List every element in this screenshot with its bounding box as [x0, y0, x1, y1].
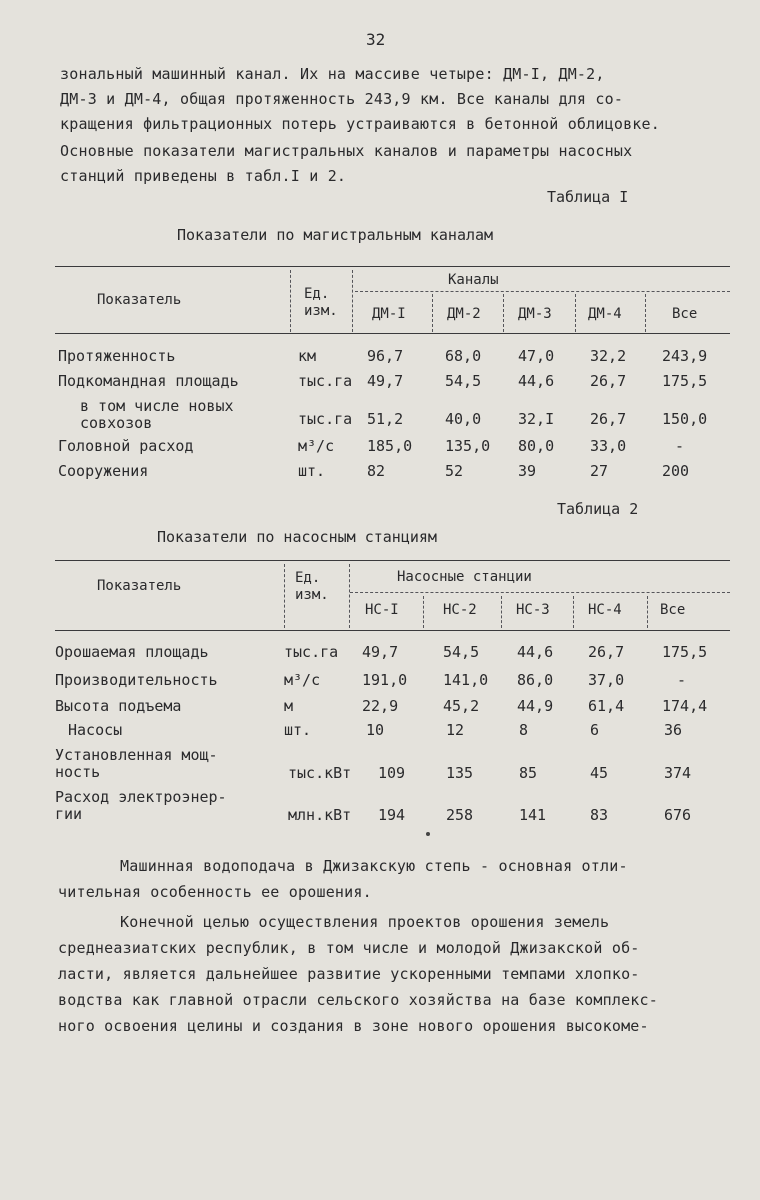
table1-group-header: Каналы	[448, 272, 499, 288]
table1-divider	[575, 294, 576, 332]
text-line: зональный машинный канал. Их на массиве четыре: ДМ-I, ДМ-2,	[60, 65, 605, 83]
row-value: 44,9	[517, 697, 554, 715]
table2-title: Показатели по насосным станциям	[157, 528, 437, 546]
row-value: 135,0	[445, 437, 491, 455]
row-value: 45	[590, 764, 609, 782]
row-name	[80, 398, 234, 432]
row-value: 175,5	[662, 643, 708, 661]
table1-divider	[290, 270, 291, 332]
row-value: 47,0	[518, 347, 555, 365]
row-value: 37,0	[588, 671, 625, 689]
table1-title: Показатели по магистральным каналам	[177, 226, 494, 244]
row-value: 52	[445, 462, 464, 480]
row-value: 32,2	[590, 347, 627, 365]
row-value: 185,0	[367, 437, 413, 455]
row-unit: км	[298, 347, 317, 365]
row-value: 33,0	[590, 437, 627, 455]
row-value: 26,7	[588, 643, 625, 661]
table2-col-unit	[295, 570, 329, 604]
unit-header-line: изм.	[295, 587, 329, 603]
row-value: 51,2	[367, 410, 404, 428]
table2-label: Таблица 2	[557, 500, 639, 518]
table2-group-rule	[350, 592, 730, 593]
row-value: 68,0	[445, 347, 482, 365]
row-unit: тыс.га	[298, 410, 353, 428]
row-value: 200	[662, 462, 690, 480]
row-name: Протяженность	[58, 347, 176, 365]
row-name-line: совхозов	[80, 414, 153, 432]
row-value: 22,9	[362, 697, 399, 715]
row-name-line: Установленная мощ-	[55, 746, 218, 764]
text-line: среднеазиатских республик, в том числе и молодой Джизакской об-	[58, 939, 640, 957]
table1-col-unit	[304, 286, 338, 320]
row-value: 86,0	[517, 671, 554, 689]
row-value: 258	[446, 806, 474, 824]
row-value: -	[677, 671, 687, 689]
row-value: 49,7	[362, 643, 399, 661]
table1-divider	[503, 294, 504, 332]
row-unit: м	[284, 697, 294, 715]
row-value: 44,6	[517, 643, 554, 661]
row-value: 191,0	[362, 671, 408, 689]
table2-divider	[647, 596, 648, 628]
row-value: 26,7	[590, 372, 627, 390]
row-value: 676	[664, 806, 692, 824]
row-unit: млн.кВт	[288, 806, 352, 824]
page-number: 32	[366, 30, 386, 49]
ink-dot	[426, 832, 430, 836]
table2-col-header: НС-2	[443, 602, 477, 618]
row-name-line: гии	[55, 805, 83, 823]
row-value: 174,4	[662, 697, 708, 715]
row-name: Высота подъема	[55, 697, 182, 715]
row-name-line: ность	[55, 763, 101, 781]
row-unit: м³/с	[298, 437, 335, 455]
row-value: 8	[519, 721, 529, 739]
text-line: Машинная водоподача в Джизакскую степь - основная отли-	[120, 857, 628, 875]
row-value: 36	[664, 721, 683, 739]
table2-group-header: Насосные станции	[397, 569, 532, 585]
text-line: ного освоения целины и создания в зоне нового орошения высокоме-	[58, 1017, 649, 1035]
table1-divider	[352, 270, 353, 332]
row-unit: тыс.кВт	[288, 764, 352, 782]
row-name: Насосы	[68, 721, 123, 739]
text-line: Конечной целью осуществления проектов орошения земель	[120, 913, 610, 931]
row-name: Подкомандная площадь	[58, 372, 239, 390]
row-value: 32,I	[518, 410, 555, 428]
table2-col-indicator: Показатель	[97, 578, 182, 594]
text-line: Основные показатели магистральных каналов и параметры насосных	[60, 142, 633, 160]
intro-paragraph	[60, 62, 710, 189]
table1-group-rule	[355, 291, 730, 292]
text-line: ласти, является дальнейшее развитие ускоренными темпами хлопко-	[58, 965, 640, 983]
row-name	[55, 789, 227, 823]
unit-header-line: Ед.	[304, 286, 330, 302]
row-value: 39	[518, 462, 537, 480]
row-value: 49,7	[367, 372, 404, 390]
table1-col-header: ДМ-3	[518, 306, 552, 322]
text-line: ДМ-3 и ДМ-4, общая протяженность 243,9 км. Все каналы для со-	[60, 90, 624, 108]
text-line: чительная особенность ее орошения.	[58, 883, 372, 901]
table2-divider	[501, 596, 502, 628]
unit-header-line: изм.	[304, 303, 338, 319]
table2-col-header: НС-4	[588, 602, 622, 618]
row-value: 83	[590, 806, 609, 824]
table1-col-header: ДМ-2	[447, 306, 481, 322]
table1-col-indicator: Показатель	[97, 292, 182, 308]
row-value: 85	[519, 764, 538, 782]
row-name-line: Расход электроэнер-	[55, 788, 227, 806]
table2-divider	[284, 564, 285, 628]
table1-top-rule	[55, 266, 730, 267]
row-name: Сооружения	[58, 462, 149, 480]
row-value: 141,0	[443, 671, 489, 689]
row-value: 54,5	[445, 372, 482, 390]
row-value: 109	[378, 764, 406, 782]
text-line: кращения фильтрационных потерь устраиваются в бетонной облицовке.	[60, 115, 660, 133]
row-value: 96,7	[367, 347, 404, 365]
row-name	[55, 747, 218, 781]
row-value: 40,0	[445, 410, 482, 428]
row-value: 6	[590, 721, 600, 739]
row-unit: тыс.га	[284, 643, 339, 661]
table2-divider	[423, 596, 424, 628]
row-value: 141	[519, 806, 547, 824]
row-value: 44,6	[518, 372, 555, 390]
table1-col-header: ДМ-4	[588, 306, 622, 322]
row-value: 243,9	[662, 347, 708, 365]
table2-col-header: НС-I	[365, 602, 399, 618]
table1-header-rule	[55, 333, 730, 334]
table2-divider	[573, 596, 574, 628]
row-value: 27	[590, 462, 609, 480]
table2-top-rule	[55, 560, 730, 561]
row-name: Орошаемая площадь	[55, 643, 209, 661]
row-value: 61,4	[588, 697, 625, 715]
unit-header-line: Ед.	[295, 570, 321, 586]
row-value: -	[675, 437, 685, 455]
table1-divider	[645, 294, 646, 332]
row-unit: тыс.га	[298, 372, 353, 390]
row-value: 175,5	[662, 372, 708, 390]
row-value: 54,5	[443, 643, 480, 661]
row-value: 45,2	[443, 697, 480, 715]
row-unit: шт.	[298, 462, 326, 480]
table1-col-header: ДМ-I	[372, 306, 406, 322]
table1-col-header: Все	[672, 306, 698, 322]
row-unit: м³/с	[284, 671, 321, 689]
table2-header-rule	[55, 630, 730, 631]
text-line: водства как главной отрасли сельского хозяйства на базе комплекс-	[58, 991, 658, 1009]
table2-divider	[349, 564, 350, 628]
table2-col-header: Все	[660, 602, 686, 618]
row-name: Производительность	[55, 671, 218, 689]
row-value: 26,7	[590, 410, 627, 428]
row-value: 150,0	[662, 410, 708, 428]
row-value: 82	[367, 462, 386, 480]
outro-paragraph	[58, 853, 738, 1039]
row-name-line: в том числе новых	[80, 397, 234, 415]
table1-label: Таблица I	[547, 188, 629, 206]
row-unit: шт.	[284, 721, 312, 739]
row-value: 135	[446, 764, 474, 782]
row-value: 12	[446, 721, 465, 739]
table1-divider	[432, 294, 433, 332]
row-value: 194	[378, 806, 406, 824]
row-value: 80,0	[518, 437, 555, 455]
row-value: 10	[366, 721, 385, 739]
table2-col-header: НС-3	[516, 602, 550, 618]
row-name: Головной расход	[58, 437, 194, 455]
row-value: 374	[664, 764, 692, 782]
text-line: станций приведены в табл.I и 2.	[60, 167, 347, 185]
